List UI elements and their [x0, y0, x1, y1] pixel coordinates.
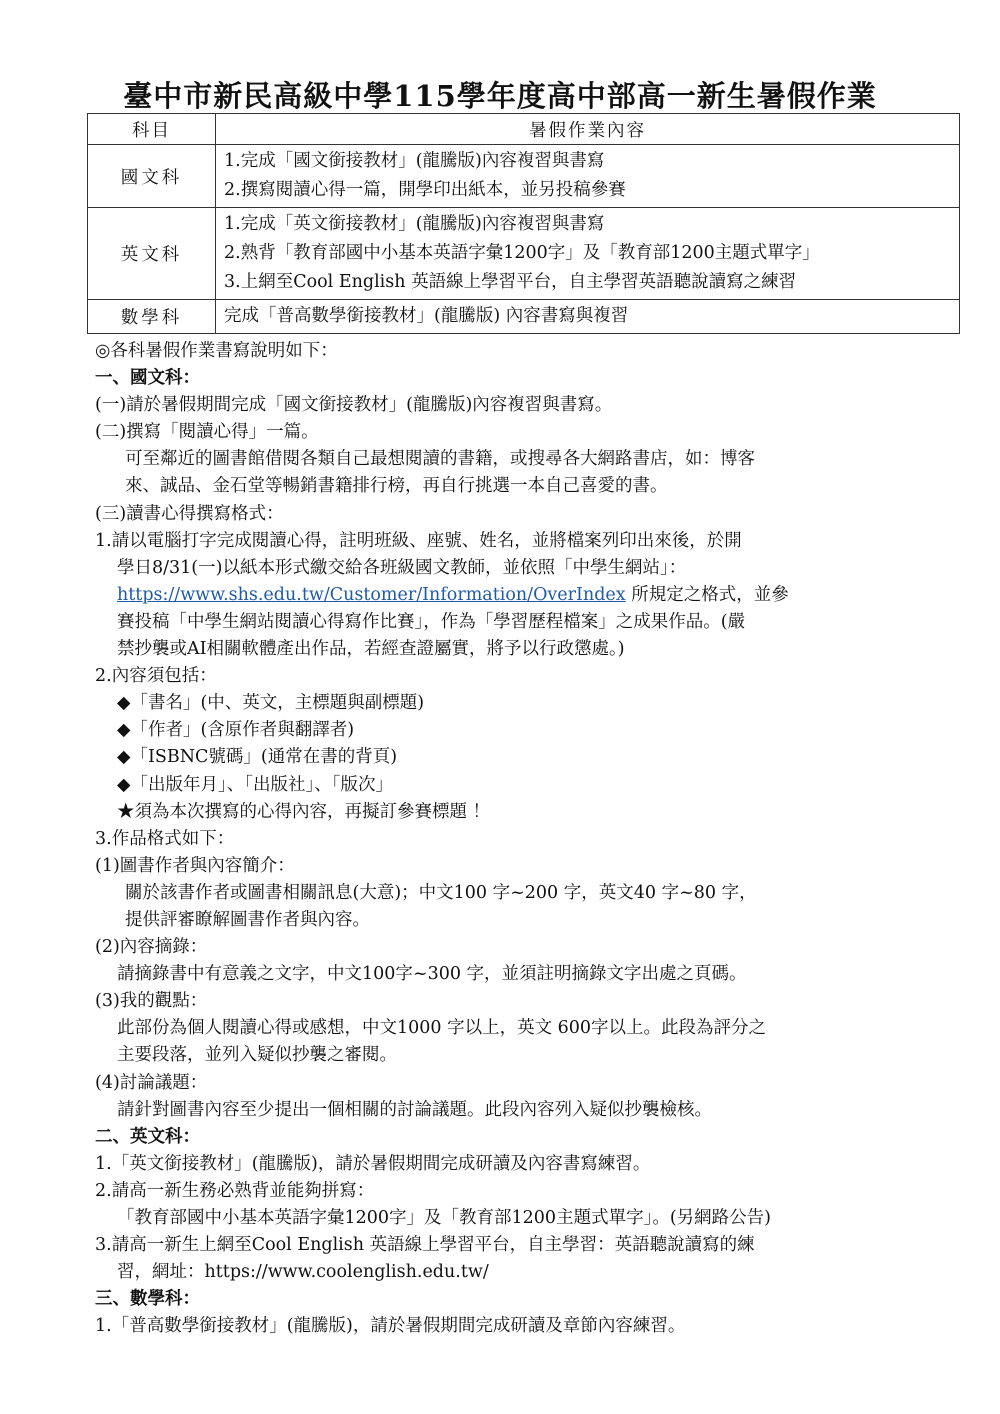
list-item: (二)撰寫「閱讀心得」一篇。 [95, 422, 319, 443]
content-line: 3.上網至Cool English 英語線上學習平台，自主學習英語聽說讀寫之練習 [224, 272, 797, 292]
list-item: 2.內容須包括： [95, 666, 217, 687]
subject-cell: 數學科 [88, 300, 216, 334]
list-item: (三)讀書心得撰寫格式： [95, 503, 284, 524]
subject-cell: 英文科 [88, 208, 216, 300]
table-header-row [88, 114, 960, 145]
table-row [88, 300, 960, 334]
list-item: 2.請高一新生務必熟背並能夠拼寫： [95, 1180, 375, 1201]
table-row [88, 208, 960, 300]
table-row [88, 145, 960, 208]
page-title: 臺中市新民高級中學115學年度高中部高一新生暑假作業 [123, 79, 877, 113]
content-cell [216, 300, 960, 334]
paragraph-line: 主要段落，並列入疑似抄襲之審閱。 [117, 1045, 397, 1066]
paragraph-line: 此部份為個人閱讀心得或感想，中文1000 字以上，英文 600字以上。此段為評分之 [117, 1018, 767, 1039]
content-line: 1.完成「英文銜接教材」(龍騰版)內容複習與書寫 [224, 214, 605, 234]
intro-line: ◎各科暑假作業書寫說明如下： [95, 341, 338, 361]
bullet-item: ◆「出版年月」、「出版社」、「版次」 [117, 774, 393, 795]
paragraph-line: 可至鄰近的圖書館借閱各類自己最想閱讀的書籍，或搜尋各大網路書店，如：博客 [125, 449, 755, 470]
section-heading-chinese: 一、國文科： [95, 368, 200, 389]
homework-table [87, 113, 960, 334]
paragraph-line: 學日8/31(一)以紙本形式繳交給各班級國文教師，並依照「中學生網站」： [117, 557, 687, 578]
paragraph-line: 禁抄襲或AI相關軟體產出作品，若經查證屬實，將予以行政懲處。) [117, 639, 625, 660]
list-item: (4)討論議題： [95, 1072, 208, 1093]
paragraph-line: 賽投稿「中學生網站閱讀心得寫作比賽」，作為「學習歷程檔案」之成果作品。(嚴 [117, 611, 746, 632]
content-line: 2.撰寫閱讀心得一篇，開學印出紙本，並另投稿參賽 [224, 180, 626, 200]
shs-link[interactable]: https://www.shs.edu.tw/Customer/Information/OverIndex [117, 584, 626, 605]
bullet-item: ◆「ISBNC號碼」(通常在書的背頁) [117, 747, 398, 768]
paragraph-line: 1.請以電腦打字完成閱讀心得，註明班級、座號、姓名，並將檔案列印出來後，於開 [95, 530, 742, 551]
list-item: (一)請於暑假期間完成「國文銜接教材」(龍騰版)內容複習與書寫。 [95, 395, 613, 416]
instructions-body [95, 338, 965, 1340]
list-item: 1.「普高數學銜接教材」(龍騰版)，請於暑假期間完成研讀及章節內容練習。 [95, 1316, 686, 1337]
paragraph-line: 習，網址：https://www.coolenglish.edu.tw/ [117, 1262, 489, 1283]
paragraph-text: 所規定之格式，並參 [625, 584, 789, 605]
section-heading-english: 二、英文科： [95, 1126, 200, 1147]
subject-cell: 國文科 [88, 145, 216, 208]
paragraph-line: 「教育部國中小基本英語字彙1200字」及「教育部1200主題式單字」。(另網路公告) [117, 1208, 771, 1228]
content-line: 完成「普高數學銜接教材」(龍騰版) 內容書寫與複習 [224, 306, 629, 326]
paragraph-line: 請摘錄書中有意義之文字，中文100字~300 字，並須註明摘錄文字出處之頁碼。 [117, 964, 747, 985]
section-heading-math: 三、數學科： [95, 1289, 200, 1310]
paragraph-line [95, 582, 965, 609]
star-note: ★須為本次撰寫的心得內容，再擬訂參賽標題 ！ [117, 801, 491, 822]
header-content: 暑假作業內容 [216, 114, 960, 145]
paragraph-line: 來、誠品、金石堂等暢銷書籍排行榜，再自行挑選一本自己喜愛的書。 [125, 476, 668, 497]
bullet-item: ◆「書名」(中、英文，主標題與副標題) [117, 693, 425, 714]
content-line: 2.熟背「教育部國中小基本英語字彙1200字」及「教育部1200主題式單字」 [224, 243, 820, 263]
content-line: 1.完成「國文銜接教材」(龍騰版)內容複習與書寫 [224, 151, 605, 171]
content-cell [216, 145, 960, 208]
list-item: (2)內容摘錄： [95, 937, 208, 958]
bullet-item: ◆「作者」(含原作者與翻譯者) [117, 720, 355, 741]
list-item: (3)我的觀點： [95, 991, 208, 1012]
list-item: 3.作品格式如下： [95, 828, 235, 849]
header-subject: 科目 [88, 114, 216, 145]
paragraph-line: 請針對圖書內容至少提出一個相關的討論議題。此段內容列入疑似抄襲檢核。 [117, 1099, 712, 1120]
list-item: (1)圖書作者與內容簡介： [95, 855, 295, 876]
paragraph-line: 關於該書作者或圖書相關訊息(大意)；中文100 字~200 字，英文40 字~80 字， [125, 882, 757, 903]
paragraph-line: 提供評審瞭解圖書作者與內容。 [125, 909, 370, 930]
list-item: 3.請高一新生上網至Cool English 英語線上學習平台，自主學習：英語聽說讀寫的練 [95, 1235, 755, 1256]
list-item: 1.「英文銜接教材」(龍騰版)，請於暑假期間完成研讀及內容書寫練習。 [95, 1153, 651, 1174]
content-cell [216, 208, 960, 300]
